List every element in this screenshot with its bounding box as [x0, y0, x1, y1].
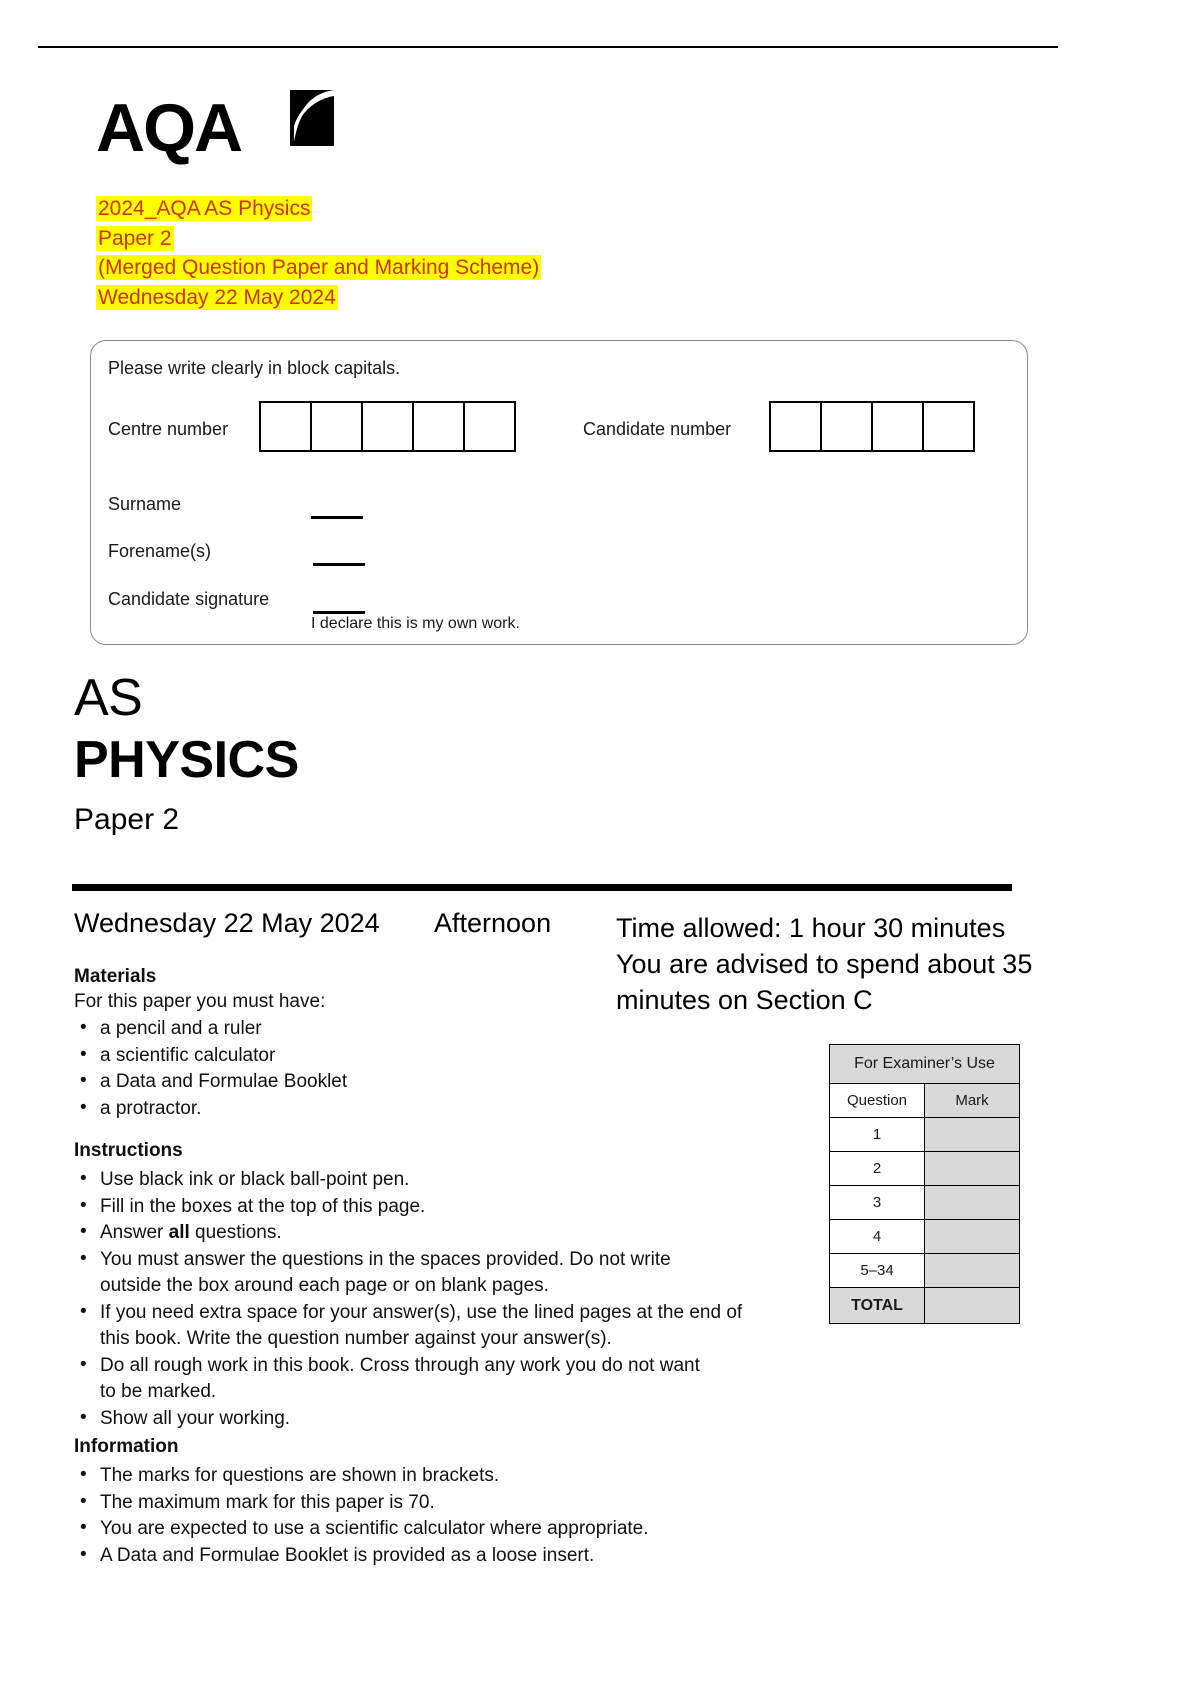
- candidate-number-cell[interactable]: [820, 401, 873, 452]
- instructions-list: [74, 1167, 814, 1432]
- top-horizontal-rule: [38, 46, 1058, 48]
- mark-entry-cell[interactable]: [925, 1220, 1020, 1254]
- qualification-subject: PHYSICS: [74, 731, 299, 789]
- declaration-text: I declare this is my own work.: [311, 615, 520, 632]
- candidate-signature-field-rule[interactable]: [313, 611, 365, 614]
- list-item-continuation: outside the box around each page or on blank pages.: [100, 1275, 549, 1296]
- list-item: • Do all rough work in this book. Cross through any work you do not want: [74, 1353, 814, 1379]
- list-item-bold: all: [168, 1222, 190, 1243]
- question-number-cell: 5–34: [830, 1254, 925, 1288]
- aqa-logo: [96, 86, 346, 171]
- total-mark-cell[interactable]: [925, 1288, 1020, 1324]
- list-item: • The maximum mark for this paper is 70.: [74, 1490, 834, 1516]
- mark-entry-cell[interactable]: [925, 1118, 1020, 1152]
- candidate-number-cell[interactable]: [922, 401, 975, 452]
- candidate-number-cell[interactable]: [871, 401, 924, 452]
- column-header-mark: Mark: [925, 1084, 1020, 1118]
- list-item-continuation: this book. Write the question number against your answer(s).: [100, 1328, 612, 1349]
- title-line-1-text: 2024_AQA AS Physics: [98, 197, 311, 220]
- candidate-number-cell[interactable]: [769, 401, 822, 452]
- candidate-number-label: Candidate number: [583, 419, 732, 439]
- table-row: [830, 1084, 1020, 1118]
- examiner-use-table: [829, 1044, 1020, 1324]
- instructions-heading: Instructions: [74, 1140, 183, 1161]
- centre-number-input[interactable]: [259, 401, 516, 452]
- list-item: • If you need extra space for your answer(s), use the lined pages at the end of: [74, 1300, 814, 1326]
- title-line-3: [96, 253, 856, 283]
- centre-number-cell[interactable]: [412, 401, 465, 452]
- centre-number-cell[interactable]: [463, 401, 516, 452]
- exam-time-allowed-block: [616, 910, 1036, 1018]
- forename-field-rule[interactable]: [313, 563, 365, 566]
- information-heading: Information: [74, 1436, 179, 1457]
- forename-label: Forename(s): [108, 541, 212, 561]
- table-row: [830, 1254, 1020, 1288]
- column-header-question: Question: [830, 1084, 925, 1118]
- list-item: • The marks for questions are shown in brackets.: [74, 1463, 834, 1489]
- mark-entry-cell[interactable]: [925, 1186, 1020, 1220]
- list-item: • Show all your working.: [74, 1406, 814, 1432]
- centre-number-label: Centre number: [108, 419, 229, 439]
- title-line-4-text: Wednesday 22 May 2024: [98, 285, 336, 309]
- list-item: • Fill in the boxes at the top of this page.: [74, 1194, 814, 1220]
- qualification-paper: Paper 2: [74, 803, 180, 836]
- title-line-4: [96, 283, 856, 313]
- exam-advice-text: You are advised to spend about 35 minutes on Section C: [616, 949, 1033, 1015]
- question-number-cell: 1: [830, 1118, 925, 1152]
- aqa-logo-wordmark: AQA: [96, 90, 242, 166]
- exam-date: Wednesday 22 May 2024: [74, 908, 380, 938]
- question-number-cell: 2: [830, 1152, 925, 1186]
- list-item: • a protractor.: [74, 1096, 694, 1122]
- mark-entry-cell[interactable]: [925, 1254, 1020, 1288]
- list-item-pre: Answer: [100, 1222, 169, 1243]
- candidate-signature-label: Candidate signature: [108, 589, 270, 609]
- table-row: [830, 1045, 1020, 1084]
- centre-number-cell[interactable]: [310, 401, 363, 452]
- list-item-post: questions.: [189, 1222, 282, 1243]
- list-item: • a pencil and a ruler: [74, 1016, 694, 1042]
- question-number-cell: 4: [830, 1220, 925, 1254]
- title-line-2: [96, 224, 856, 254]
- examiner-table-title: For Examiner’s Use: [830, 1045, 1020, 1084]
- table-row: [830, 1118, 1020, 1152]
- centre-number-cell[interactable]: [361, 401, 414, 452]
- exam-session: Afternoon: [434, 908, 552, 938]
- highlighted-title-block: [96, 194, 856, 312]
- list-item: • You must answer the questions in the spaces provided. Do not write: [74, 1247, 814, 1273]
- surname-label: Surname: [108, 494, 182, 514]
- materials-list: [74, 1016, 694, 1122]
- aqa-leaf-icon: [286, 86, 338, 150]
- centre-number-cell[interactable]: [259, 401, 312, 452]
- table-row: [830, 1152, 1020, 1186]
- list-item: • You are expected to use a scientific calculator where appropriate.: [74, 1516, 834, 1542]
- list-item: • a Data and Formulae Booklet: [74, 1069, 694, 1095]
- mark-entry-cell[interactable]: [925, 1152, 1020, 1186]
- time-allowed-text: Time allowed: 1 hour 30 minutes: [616, 913, 1006, 943]
- list-item: • a scientific calculator: [74, 1043, 694, 1069]
- list-item: • A Data and Formulae Booklet is provided as a loose insert.: [74, 1543, 834, 1569]
- information-list: [74, 1463, 834, 1569]
- table-row: [830, 1220, 1020, 1254]
- title-line-1: [96, 194, 856, 224]
- table-row: [830, 1288, 1020, 1324]
- block-capitals-instruction: Please write clearly in block capitals.: [108, 358, 401, 378]
- question-number-cell: 3: [830, 1186, 925, 1220]
- surname-field-rule[interactable]: [311, 516, 363, 519]
- title-line-3-text: (Merged Question Paper and Marking Scheme): [98, 256, 540, 279]
- materials-subheading: For this paper you must have:: [74, 991, 326, 1012]
- title-line-2-text: Paper 2: [98, 226, 172, 250]
- list-item: [74, 1220, 814, 1246]
- list-item-continuation: to be marked.: [100, 1381, 217, 1402]
- total-label-cell: TOTAL: [830, 1288, 925, 1324]
- thick-horizontal-rule: [72, 884, 1012, 891]
- candidate-number-input[interactable]: [769, 401, 975, 452]
- qualification-level: AS: [74, 669, 143, 727]
- list-item: • Use black ink or black ball-point pen.: [74, 1167, 814, 1193]
- materials-heading: Materials: [74, 966, 157, 987]
- table-row: [830, 1186, 1020, 1220]
